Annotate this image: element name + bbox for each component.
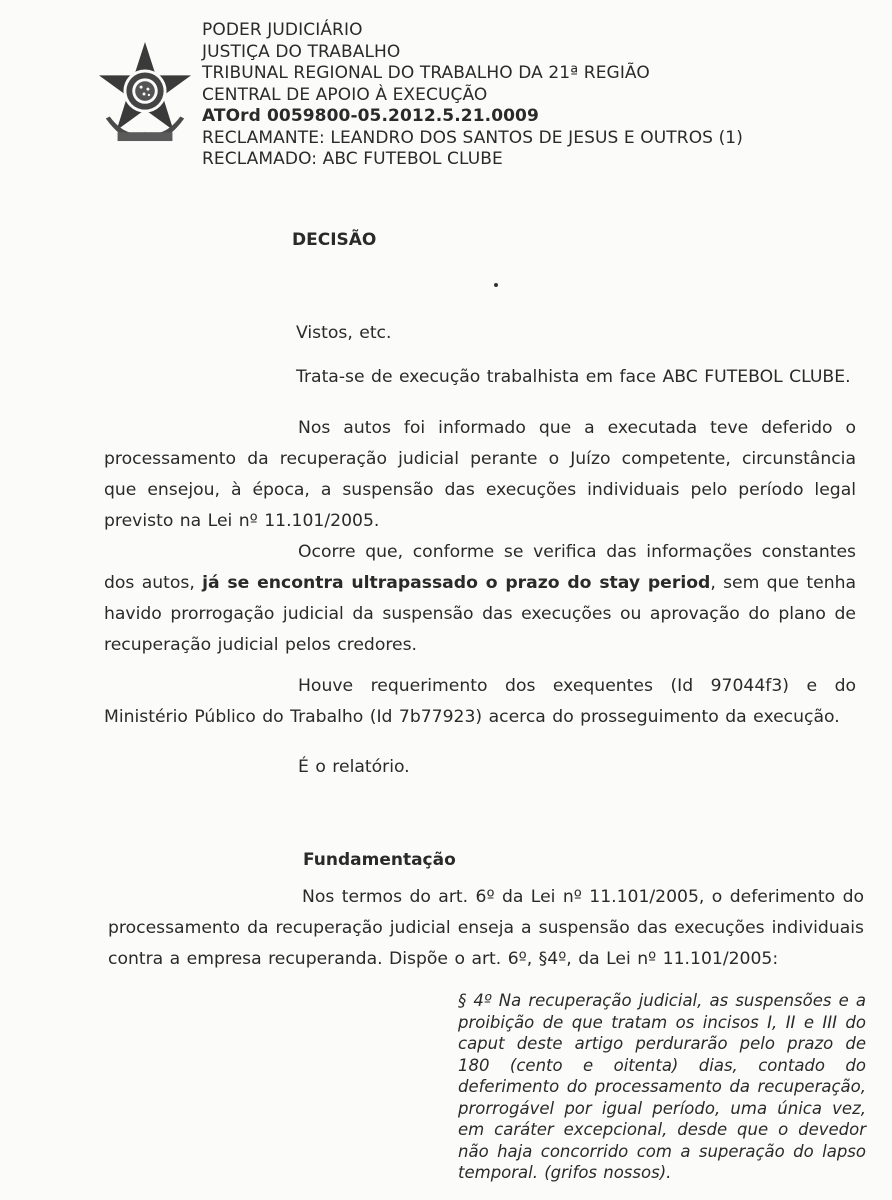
paragraph-text: Nos autos foi informado que a executada teve deferido o processamento da recuperação judicial perante o Juízo competente, circunstância que ensejou, à época, a suspensão das execuções individuais pelo período legal previsto na Lei nº 11.101/2005. xyxy=(104,418,856,531)
header-line: CENTRAL DE APOIO À EXECUÇÃO xyxy=(202,84,488,105)
legal-quote: § 4º Na recuperação judicial, as suspensões e a proibição de que tratam os incisos I, II e III do caput deste artigo perdurarão pelo prazo de 180 (cento e oitenta) dias, contado do deferimento do processamento da recuperação, prorrogável por igual período, uma única vez, em caráter excepcional, desde que o devedor não haja concorrido com a superação do lapso temporal. (grifos nossos). xyxy=(458,991,866,1182)
paragraph-text: , sem que tenha havido prorrogação judicial da suspensão das execuções ou aprovação do plano de recuperação judicial pelos credores. xyxy=(104,573,857,655)
case-number: ATOrd 0059800-05.2012.5.21.0009 xyxy=(202,106,539,126)
paragraph-text: Houve requerimento dos exequentes (Id 97044f3) e do Ministério Público do Trabalho (Id 7b77923) acerca do prosseguimento da execução. xyxy=(104,676,856,727)
reclamante: RECLAMANTE: LEANDRO DOS SANTOS DE JESUS E OUTROS (1) xyxy=(202,127,743,148)
header-line: PODER JUDICIÁRIO xyxy=(202,20,363,40)
decision-title: DECISÃO xyxy=(292,230,377,250)
paragraph-fundamentacao xyxy=(108,882,864,975)
paragraph-text: Nos termos do art. 6º da Lei nº 11.101/2005, o deferimento do processamento da recuperação judicial enseja a suspensão das execuções individuais contra a empresa recuperanda. Dispõe o art. 6º, §4º, da Lei nº 11.101/2005: xyxy=(108,887,864,969)
bullet-dot-icon xyxy=(494,283,498,287)
paragraph-informado xyxy=(104,413,856,537)
paragraph-stay-period xyxy=(104,537,856,661)
paragraph-trata: Trata-se de execução trabalhista em face ABC FUTEBOL CLUBE. xyxy=(296,367,851,387)
emphasis-text: já se encontra ultrapassado o prazo do stay period xyxy=(202,573,711,593)
paragraph-vistos: Vistos, etc. xyxy=(296,323,392,343)
reclamado: RECLAMADO: ABC FUTEBOL CLUBE xyxy=(202,149,503,169)
fundamentacao-title: Fundamentação xyxy=(303,850,456,870)
paragraph-relatorio: É o relatório. xyxy=(298,757,410,777)
header-line: JUSTIÇA DO TRABALHO xyxy=(202,41,401,62)
court-header xyxy=(202,20,743,171)
header-line: TRIBUNAL REGIONAL DO TRABALHO DA 21ª REGIÃO xyxy=(202,63,650,83)
paragraph-text: Ocorre que, conforme se verifica das informações constantes dos autos, xyxy=(104,542,856,593)
paragraph-requerimento xyxy=(104,671,856,733)
brasao-seal-icon xyxy=(96,40,194,148)
